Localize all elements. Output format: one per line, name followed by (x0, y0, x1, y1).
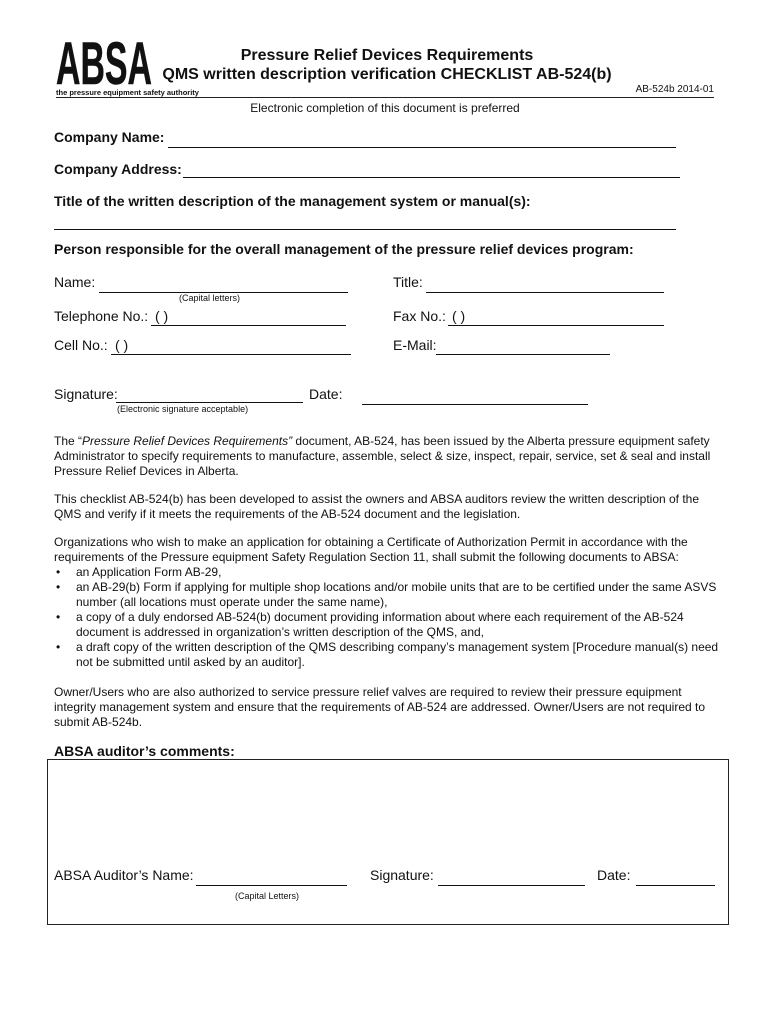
auditor-capital-note: (Capital Letters) (235, 891, 300, 901)
auditor-comments-heading: ABSA auditor’s comments: (54, 743, 235, 759)
completion-note: Electronic completion of this document is preferred (250, 101, 520, 115)
required-documents-list (54, 565, 722, 670)
name-capital-note: (Capital letters) (179, 293, 241, 303)
company-name-field[interactable] (168, 147, 676, 148)
auditor-name-field[interactable] (196, 885, 347, 886)
auditor-comments-box[interactable] (47, 759, 729, 925)
email-label: E-Mail: (393, 337, 437, 353)
logo-tagline: the pressure equipment safety authority (56, 88, 199, 97)
company-address-field[interactable] (183, 177, 680, 178)
auditor-signature-label: Signature: (370, 867, 434, 883)
intro-paragraph: The “Pressure Relief Devices Requirements” document, AB-524, has been issued by the Alberta pressure equipment safety Administrator to specify requirements to manufacture, assemble, select & size, inspect, repair, service, set & seal and install Pressure Relief Devices in Alberta. (54, 434, 711, 478)
title-label: Title: (393, 274, 423, 290)
document-number: AB-524b 2014-01 (635, 84, 714, 95)
owner-users-paragraph: Owner/Users who are also authorized to service pressure relief valves are required to review their pressure equipment integrity management system and ensure that the requirements of AB-524 are addressed. Owner/Users are not required to submit AB-524b. (54, 685, 706, 729)
title-field[interactable] (426, 292, 664, 293)
application-paragraph: Organizations who wish to make an application for obtaining a Certificate of Authorization Permit in accordance with the requirements of the Pressure equipment Safety Regulation Section 11, shall submit the following documents to ABSA: • an Application Form AB-29, • an AB-29(b) Form if applying for multiple shop locations and/or mobile units that are to be certified under the same ASVS number (all locations must operate under the same name), • a copy of a duly endorsed AB-524(b) document providing information about where each requirement of the AB-524 document is addressed in organization’s written description of the QMS, and, • a draft copy of the written description of the QMS describing company’s management system [Procedure manual(s) need not be submitted until asked by an auditor]. (54, 535, 722, 670)
auditor-date-field[interactable] (636, 885, 715, 886)
list-item: • a draft copy of the written description of the QMS describing company’s management system [Procedure manual(s) need not be submitted until asked by an auditor]. (76, 640, 722, 670)
signature-field[interactable] (116, 402, 303, 403)
name-label: Name: (54, 274, 96, 290)
company-address-label: Company Address: (54, 161, 182, 177)
purpose-paragraph: This checklist AB-524(b) has been developed to assist the owners and ABSA auditors review the written description of the QMS and verify if it meets the requirements of the AB-524 document and the legislation. (54, 492, 700, 521)
signature-label: Signature: (54, 386, 118, 402)
document-subtitle: QMS written description verification CHECKLIST AB-524(b) (162, 66, 612, 83)
auditor-name-label: ABSA Auditor’s Name: (54, 867, 194, 883)
fax-label: Fax No.: (393, 308, 446, 324)
document-title: Pressure Relief Devices Requirements (240, 47, 534, 64)
email-field[interactable] (436, 354, 610, 355)
telephone-field[interactable] (151, 325, 346, 326)
auditor-date-label: Date: (597, 867, 631, 883)
cell-field[interactable] (111, 354, 351, 355)
fax-area-code: ( ) (452, 308, 466, 324)
telephone-label: Telephone No.: (54, 308, 149, 324)
logo-text: ABSA (56, 34, 152, 90)
auditor-signature-field[interactable] (438, 885, 585, 886)
list-item: • a copy of a duly endorsed AB-524(b) document providing information about where each requirement of the AB-524 document is addressed in organization’s written description of the QMS, and, (76, 610, 722, 640)
person-heading: Person responsible for the overall management of the pressure relief devices program: (54, 241, 634, 257)
date-field[interactable] (362, 404, 588, 405)
cell-area-code: ( ) (115, 337, 129, 353)
date-label: Date: (309, 386, 343, 402)
header-divider (56, 97, 714, 98)
fax-field[interactable] (448, 325, 664, 326)
manual-title-label: Title of the written description of the management system or manual(s): (54, 193, 531, 209)
signature-note: (Electronic signature acceptable) (117, 404, 249, 414)
company-name-label: Company Name: (54, 129, 165, 145)
absa-logo (56, 34, 156, 90)
manual-title-field[interactable] (54, 229, 676, 230)
list-item: • an Application Form AB-29, (76, 565, 722, 580)
telephone-area-code: ( ) (155, 308, 169, 324)
list-item: • an AB-29(b) Form if applying for multiple shop locations and/or mobile units that are to be certified under the same ASVS number (all locations must operate under the same name), (76, 580, 722, 610)
cell-label: Cell No.: (54, 337, 108, 353)
